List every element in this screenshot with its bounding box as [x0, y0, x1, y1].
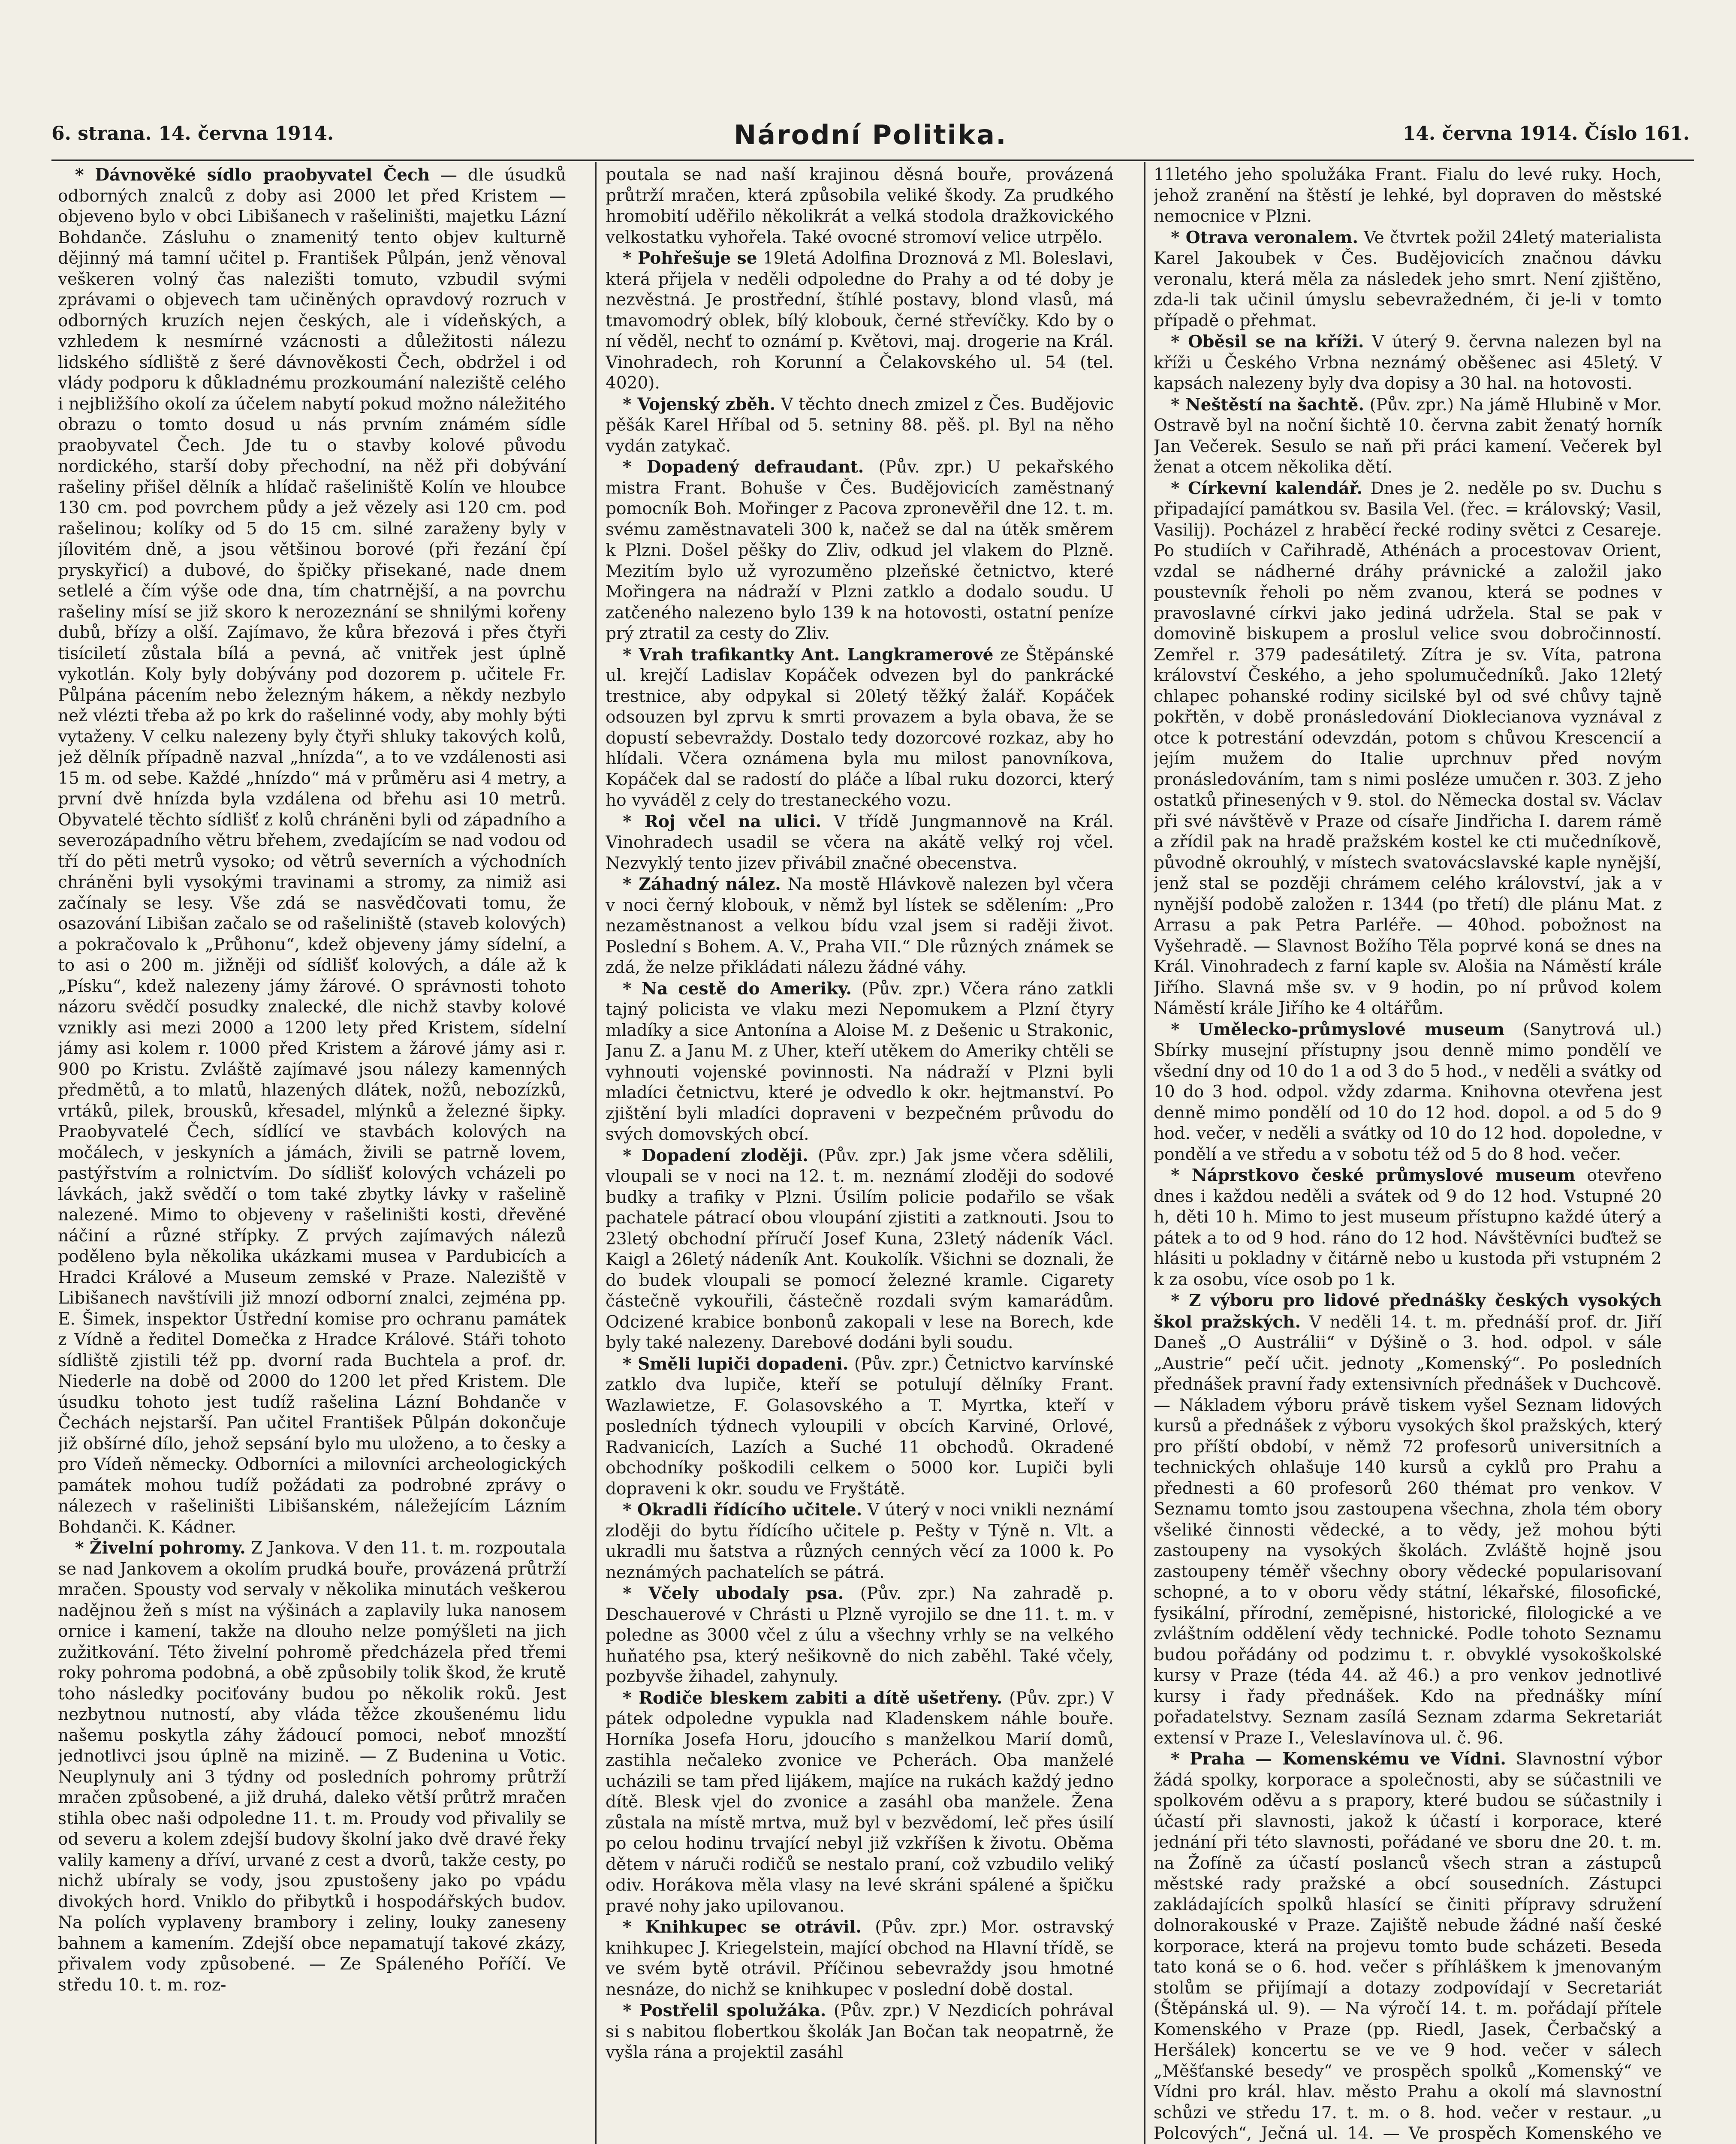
news-item-heading: * Pohřešuje se: [623, 248, 757, 268]
news-item: [606, 457, 1114, 644]
news-item: [1154, 1290, 1662, 1749]
news-item: [606, 1354, 1114, 1500]
header-rule: [51, 160, 1694, 161]
news-item-text: (Pův. zpr.) Na zahradě p. Deschauerové v Chrásti u Plzně vyrojilo se dne 11. t. m. v poledne as 3000 včel z úlu a všechny vrhly se na velkého huňatého psa, který nešikovně do nich zaběhl. Také včely, pozbyvše žihadel, zahynuly.: [606, 1584, 1114, 1686]
news-item: [606, 1688, 1114, 1917]
news-item: [606, 1583, 1114, 1688]
news-item-heading: * Postřelil spolužáka.: [623, 2001, 826, 2021]
news-item-heading: * Záhadný nález.: [623, 874, 781, 894]
news-item-text: (Pův. zpr.) Jak jsme včera sdělili, vloupali se v noci na 12. t. m. neznámí zloději do sodové budky a trafiky v Plzni. Úsilím policie podařilo se však pachatele pátrací obou vloupání zjistiti a zatknouti. Jsou to 23letý obchodní příručí Josef Kuna, 23letý nádeník Václ. Kaigl a 26letý nádeník Ant. Koukolík. Všichni se doznali, že do budek vloupali se pomocí železné kramle. Cigarety částečně vykouřili, částečně rozdali svým kamarádům. Odcizené krabice bonbonů zakopali v lese na Borech, kde byly také nalezeny. Darebové dodáni byli soudu.: [606, 1146, 1114, 1352]
column-divider: [1144, 162, 1145, 2144]
news-item-heading: * Rodiče bleskem zabiti a dítě ušetřeny.: [623, 1688, 1003, 1708]
news-item: [606, 165, 1114, 248]
news-item: [1154, 1749, 1662, 2144]
column-1: [58, 165, 566, 2144]
news-item-heading: * Náprstkovo české průmyslové museum: [1171, 1165, 1576, 1185]
news-item-text: V úterý 9. června nalezen byl na kříži u Českého Vrbna neznámý oběšenec asi 45letý. V kapsách nalezeny byly dva dopisy a 30 hal. na hotovosti.: [1154, 332, 1662, 393]
news-item-text: otevřeno dnes i každou neděli a svátek od 9 do 12 hod. Vstupné 20 h, děti 10 h. Mimo to jest museum přístupno každé úterý a pátek a to od 9 hod. ráno do 12 hod. Návštěvníci buďtež se hlásiti u pokladny v čitárně nebo u kustoda při vstupném 2 k za osobu, více osob po 1 k.: [1154, 1166, 1662, 1289]
news-item-heading: * Oběsil se na kříži.: [1171, 332, 1364, 352]
news-item: [606, 644, 1114, 811]
news-item-heading: * Dopadený defraudant.: [623, 457, 864, 477]
news-item-heading: * Praha — Komenskému ve Vídni.: [1171, 1749, 1506, 1769]
news-item: [1154, 227, 1662, 332]
news-item-heading: * Okradli řídícího učitele.: [623, 1500, 862, 1520]
news-item: [1154, 165, 1662, 227]
news-item: [606, 979, 1114, 1145]
news-item-heading: * Neštěstí na šachtě.: [1171, 394, 1365, 415]
news-item: [58, 1538, 566, 1996]
news-item-text: (Pův. zpr.) V Nezdicích pohrával si s nabitou flobertkou školák Jan Bočan tak neopatrně, že vyšla rána a projektil zasáhl: [606, 2001, 1114, 2062]
news-item: [606, 1145, 1114, 1354]
news-item-heading: * Živelní pohromy.: [75, 1538, 246, 1558]
news-item-text: V těchto dnech zmizel z Čes. Budějovic pěšák Karel Hříbal od 5. setniny 88. pěš. pl. Byl na něho vydán zatykač.: [606, 394, 1114, 456]
news-item-text: 11letého jeho spolužáka Frant. Fialu do levé ruky. Hoch, jehož zranění na štěstí je lehké, byl dopraven do městské nemocnice v Plzni.: [1154, 165, 1662, 226]
news-item-heading: * Dopadení zloději.: [623, 1145, 808, 1165]
news-item-text: (Pův. zpr.) Včera ráno zatkli tajný policista ve vlaku mezi Nepomukem a Plzní čtyry mladíky a sice Antonína a Aloise M. z Dešenic u Strakonic, Janu Z. a Janu M. z Uher, kteří utěkem do Ameriky chtěli se vyhnouti vojenské povinnosti. Na nádraží v Plzni byli mladíci četnictvu, které je odvedlo k okr. hejtmanství. Po zjištění byli mladíci dopraveni v bezpečném průvodu do svých domovských obcí.: [606, 979, 1114, 1144]
news-item-text: (Pův. zpr.) Četnictvo karvínské zatklo dva lupiče, kteří se potulují dělníky Frant. Wazlawietze, F. Golasovského a T. Myrtka, kteří v posledních týdnech vyloupili v obcích Karviné, Orlové, Radvanicích, Lazích a Suché 11 obchodů. Okradené obchodníky poškodili celkem o 5000 kor. Lupiči byli dopraveni k okr. soudu ve Fryštátě.: [606, 1354, 1114, 1499]
news-item-text: (Pův. zpr.) V pátek odpoledne vypukla nad Kladenskem náhle bouře. Horníka Josefa Horu, jdoucího s manželkou Marií domů, zastihla nečaleko zvonice ve Pcherách. Oba manželé ucházili se tam před lijákem, majíce na rukách každý jedno dítě. Blesk vjel do zvonice a zasáhl oba manžele. Žena zůstala na místě mrtva, muž byl v bezvědomí, leč přes úsilí po celou hodinu trvající nebyl již vzkříšen k životu. Oběma dětem v náruči rodičů se nestalo praní, což vzbudilo veliký odiv. Horákova měla vlasy na levé skráni spálené a špičku pravé nohy jako upilovanou.: [606, 1688, 1114, 1916]
news-item: [1154, 394, 1662, 478]
news-item-heading: * Vojenský zběh.: [623, 394, 776, 414]
issue-number: 14. června 1914. Číslo 161.: [1402, 123, 1690, 145]
news-item-heading: * Vrah trafikantky Ant. Langkramerové: [623, 644, 994, 665]
news-item-text: V neděli 14. t. m. přednáší prof. dr. Jiří Daneš „O Austrálii“ v Dýšině o 3. hod. odpol. v sále „Austrie“ pečí učit. jednoty „Komenský“. Po posledních přednášek pravní řady extensivních přednášek v Duchcově. — Nákladem výboru právě tiskem vyšel Seznam lidových kursů a přednášek z výboru vysokých škol pražských, který pro příští období, v němž 72 profesorů universitních a technických ohlašuje 140 kursů a cyklů pro Prahu a přednesti a 60 profesorů 260 thémat pro venkov. V Seznamu tomto jsou zastoupena všechna, zhola tém obory všeliké činnosti vědecké, a to vědy, jež mohou býti zastoupeny na vysokých školách. Zvláště hojně jsou zastoupeny téměř všechny obory vědecké popularisovaní schopné, a to v oboru vědy státní, lékařské, filosofické, fysikální, přírodní, zeměpisné, historické, filologické a ve zvláštním oddělení vědy technické. Podle tohoto Seznamu budou pořádány od podzimu t. r. obvyklé vysokoškolské kursy v Praze (téda 44. až 46.) a pro venkov jednotlivé kursy i řady přednášek. Kdo na přednášky míní pořadatelstvy. Seznam zasílá Seznam zdarma Sekretariát extensí v Praze I., Veleslavínova ul. č. 96.: [1154, 1312, 1662, 1748]
news-item-heading: * Dávnověké sídlo praobyvatel Čech: [75, 165, 430, 185]
news-item: [1154, 1165, 1662, 1290]
news-item: [1154, 1019, 1662, 1165]
column-2: [606, 165, 1114, 2144]
news-item: [1154, 331, 1662, 394]
news-item: [606, 1917, 1114, 2000]
column-divider: [595, 162, 597, 2144]
news-item-text: V třídě Jungmannově na Král. Vinohradech usadil se včera na akátě velký roj včel. Nezvyklý tento jizev přivábil značné obecenstva.: [606, 812, 1114, 873]
news-item-text: (Pův. zpr.) Na jámě Hlubině v Mor. Ostravě byl na noční šichtě 10. června zabit ženatý horník Jan Večerek. Sesulo se naň při práci kamení. Večerek byl ženat a otcem několika dětí.: [1154, 395, 1662, 477]
news-item-heading: * Včely ubodaly psa.: [623, 1584, 844, 1603]
page-date: 6. strana. 14. června 1914.: [51, 123, 334, 145]
news-item-heading: * Otrava veronalem.: [1171, 227, 1358, 247]
news-item-text: poutala se nad naší krajinou děsná bouře, provázená průtrží mračen, která způsobila veliké škody. Za prudkého hromobití uděřilo několikrát a velká stodola dražkovického velkostatku vyhořela. Také ovocné stromoví velice utrpělo.: [606, 165, 1114, 247]
news-item: [606, 248, 1114, 394]
column-3: [1154, 165, 1662, 2144]
news-item: [606, 2000, 1114, 2063]
news-item-text: Ve čtvrtek požil 24letý materialista Karel Jakoubek v Čes. Budějovicích značnou dávku veronalu, která měla za následek jeho smrt. Není zjištěno, zda-li tak učinil úmyslu sebevražedném, či je-li v tomto případě o přehmat.: [1154, 228, 1662, 331]
news-item-text: ze Štěpánské ul. krejčí Ladislav Kopáček odvezen byl do pankrácké trestnice, aby odpykal si 20letý těžký žalář. Kopáček odsouzen byl zprvu k smrti provazem a byla obava, že se dopustí sebevraždy. Dostalo tedy dozorcové rozkaz, aby ho hlídali. Včera oznámena byla mu milost panovníkova, Kopáček dal se radostí do pláče a líbal ruku dozorci, který ho vyváděl z cely do trestaneckého vozu.: [606, 645, 1114, 810]
news-item-text: (Sanytrová ul.) Sbírky musejní přístupny jsou denně mimo pondělí ve všední dny od 10 do 1 a od 3 do 5 hod., v neděli a svátky od 10 do 3 hod. odpol. vždy zdarma. Knihovna otevřena jest denně mimo pondělí od 10 do 12 hod. dopol. a od 5 do 9 hod. večer, v neděli a svátky od 10 do 12 hod. dopoledne, v pondělí a ve středu a v sobotu též od 5 do 8 hod. večer.: [1154, 1020, 1662, 1164]
news-item-text: Slavnostní výbor žádá spolky, korporace a společnosti, aby se súčastnili ve spolkovém oděvu a s prapory, které budou se súčastnily i účastí při slavnosti, jakož k účastí i korporace, které jednání při této slavnosti, pořádané ve sboru dne 20. t. m. na Žofíně za účastí poslanců všech stran a zástupců městské rady pražské a obcí sousedních. Zástupci zakládajících spolků hlasící se činiti přípravy sdružení dolnorakouské v Praze. Zajiště nebude žádné naší české korporace, která na projevu tomto bude scházeti. Beseda tato koná se o 6. hod. večer s příhláškem k jmenovaným stolům se přijímají a dotazy zodpovídají v Secretariát (Štěpánská ul. 9). — Na výročí 14. t. m. pořádají přítele Komenského v Praze (pp. Riedl, Jasek, Čerbačský a Heršálek) koncertu se ve ve 9 hod. večer v sálech „Měšťanské besedy“ ve prospěch spolků „Komenský“ ve Vídni pro král. hlav. město Prahu a okolí má slavnostní schůzi ve středu 17. t. m. o 8. hod. večer v restaur. „u Polcových“, Ječná ul. 14. — Ve prospěch Komenského ve: [1154, 1750, 1662, 2143]
news-item-heading: * Umělecko-průmyslové museum: [1171, 1019, 1505, 1039]
news-item-heading: * Církevní kalendář.: [1171, 478, 1363, 498]
news-item-heading: * Knihkupec se otrávil.: [623, 1917, 862, 1937]
news-item: [58, 165, 566, 1538]
news-item-text: Na mostě Hlávkově nalezen byl včera v noci černý klobouk, v němž byl lístek se sdělením: „Pro nezaměstnanost a velkou bídu vzal jsem si raději život. Poslední s Bohem. A. V., Praha VII.“ Dle různých známek se zdá, že nelze přikládati nálezu žádné váhy.: [606, 875, 1114, 977]
news-item-text: Z Jankova. V den 11. t. m. rozpoutala se nad Jankovem a okolím prudká bouře, provázená průtrží mračen. Spousty vod servaly v několika minutách veškerou nadějnou žeň s míst na výšinách a zaplavily luka nanosem ornice i kamení, takže na dlouho nelze pomýšleti na jich zužitkování. Této živelní pohromě předcházela před třemi roky pohroma podobná, a obě způsobily tolik škod, že krutě toho následky pociťovány budou po několik roků. Jest nezbytnou nutností, aby vláda těžce zkoušenému lidu našemu poskytla záhy žádoucí pomoci, neboť mnozští jednotlivci jsou úplně na mizině. — Z Budenina u Votic. Neuplynuly ani 3 týdny od posledních pohromy průtrží mračen způsobené, a již druhá, daleko větší průtrž mračen stihla obec naši odpoledne 11. t. m. Proudy vod přivalily se od severu a kolem zdejší budovy školní jako dvě dravé řeky valily kameny a dříví, urvané z cest a dvorů, takže cesty, po nichž ubíraly se vody, jsou zpustošeny jako po vpádu divokých hord. Vniklo do přibytků i hospodářských budov. Na polích vyplaveny brambory i zeliny, louky zaneseny bahnem a kamením. Zdejší obce nepamatují takové zkázy, přivalem vody způsobené. — Ze Spáleného Poříčí. Ve středu 10. t. m. roz-: [58, 1539, 566, 1995]
news-item-heading: * Směli lupiči dopadeni.: [623, 1354, 849, 1374]
news-item-text: Dnes je 2. neděle po sv. Duchu s připadající památkou sv. Basila Vel. (řec. = královský; Vasil, Vasilij). Pocházel z hraběcí řecké rodiny světci z Cesareje. Po studiích v Cařihradě, Athénách a procestovav Orient, vzdal se nádherné dráhy právnické a založil jako poustevník řeholi po něm zvanou, která se podnes v pravoslavné církvi jako jediná udržela. Stal se pak v domovině biskupem a proslul velice svou dobročinností. Zemřel r. 379 padesátiletý. Zítra je sv. Víta, patrona království Českého, a jeho spolumučedníků. Jako 12letý chlapec pohanské rodiny sicilské byl od své chůvy tajně pokřtěn, v době pronásledování Dioklecianova vyznával z otce k potrestání odevzdán, potom s chůvou Krescencií a jejím mužem do Italie uprchnuv před novým pronásledováním, tam s nimi posléze umučen r. 303. Z jeho ostatků přinesených v 9. stol. do Německa dostal sv. Václav při své návštěvě v Praze od císaře Jindřicha I. darem rámě a zřídil pak na hradě pražském kostel ke cti mučedníkově, původně okrouhlý, v místech svatovácslavské kaple nynější, jenž stal se později chrámem celého království, jak a v nynější podobě založen r. 1344 (po třetí) dle plánu Mat. z Arrasu a pak Petra Parléře. — 40hod. pobožnost na Vyšehradě. — Slavnost Božího Těla poprvé koná se dnes na Král. Vinohradech z farní kaple sv. Alošia na Náměstí krále Jiřího. Slavná mše sv. v 9 hodin, po ní průvod kolem Náměstí krále Jiřího ke 4 oltářům.: [1154, 479, 1662, 1018]
news-item-heading: * Na cestě do Ameriky.: [623, 979, 852, 999]
news-item-text: 19letá Adolfina Droznová z Ml. Boleslavi, která přijela v neděli odpoledne do Prahy a od té doby je nezvěstná. Je prostřední, štíhlé postavy, blond vlasů, má tmavomodrý oblek, bílý klobouk, černé střevíčky. Kdo by o ní věděl, nechť to oznámí p. Květovi, maj. drogerie na Král. Vinohradech, roh Korunní a Čelakovského ul. 54 (tel. 4020).: [606, 249, 1114, 393]
news-item: [606, 874, 1114, 979]
news-item-heading: * Roj včel na ulici.: [623, 811, 822, 831]
masthead: [47, 119, 1694, 158]
news-item-text: — dle úsudků odborných znalců z doby asi 2000 let před Kristem — objeveno bylo v obci Libišanech v rašeliništi, majetku Lázní Bohdanče. Zásluhu o znamenitý tento objev kulturně dějinný má tamní učitel p. František Půlpán, jenž věnoval veškeren volný čas nalezišti tomuto, vzbudil svými zprávami o objevech tam učiněných opravdový rozruch v odborných kruzích nejen českých, ale i vídeňských, a vzhledem k nesmírné vzácnosti a důležitosti nálezu lidského sídliště z šeré dávnověkosti Čech, obdržel i od vlády podporu k důkladnému prozkoumání naleziště celého i nejbližšího okolí za účelem nabytí pokud možno náležitého obrazu o tomto dosud u nás prvním známém sídle praobyvatel Čech. Jde tu o stavby kolové původu nordického, starší doby přechodní, na něž při dobývání rašeliny přišel dělník a hlídač rašeliniště Kolín ve hloubce 130 cm. pod povrchem půdy a jež vězely asi 120 cm. pod rašelinou; kolíky od 5 do 15 cm. silné zaraženy byly v jílovitém dně, a jsou většinou borové (při řezání čpí pryskyřicí) a dubové, do špičky přisekané, nade dnem setlelé a čím výše ode dna, tím chatrnější, a na povrchu rašeliny mísí se již skoro k nerozeznání se shnilými kořeny dubů, břízy a olší. Zajímavo, že kůra březová i přes čtyři tisíciletí zůstala bílá a pevná, ač vnitřek jest úplně vykotlán. Koly byly dobývány pod dozorem p. učitele Fr. Půlpána pácením nebo železným hákem, a někdy nezbylo než vlézti třeba až po krk do rašelinné vody, aby mohly býti vytaženy. V celku nalezeny byly čtyři shluky takových kolů, jež dělník případně nazval „hnízda“, a to ve vzdálenosti asi 15 m. od sebe. Každé „hnízdo“ má v průměru asi 4 metry, a první dvě hnízda byla vzdálena od břehu asi 10 metrů. Obyvatelé těchto sídlišť z kolů chráněni byli od západního a severozápadního větru břehem, zvedajícím se nad vodou od tří do pěti metrů vysoko; od větrů severních a východních chráněni byli vysokými travinami a stromy, za nimiž asi začínaly se lesy. Vše zdá se nasvědčovati tomu, že osazování Libišan začalo se od rašeliniště (staveb kolových) a pokračovalo k „Průhonu“, kdež objeveny jámy sídelní, a to asi o 200 m. jižněji od sídlišť kolových, a dále až k „Písku“, kdež nalezeny jámy žárové. O správnosti tohoto názoru svědčí posudky znalecké, dle nichž stavby kolové vznikly asi mezi 2000 a 1200 lety před Kristem, sídelní jámy asi kolem r. 1000 před Kristem a žárové jámy asi r. 900 po Kristu. Zvláště zajímavé jsou nálezy kamenných předmětů, a to mlatů, hlazených dlátek, nožů, nebozízků, vrtáků, pilek, brousků, křesadel, mlýnků a železné šipky. Praobyvatelé Čech, sídlící ve stavbách kolových na močálech, v jeskyních a jámách, živili se patrně lovem, pastýřstvím a rolnictvím. Do sídlišť kolových vcházeli po lávkách, jakž svědčí o tom také zbytky lávky v rašelině nalezené. Mimo to objeveny v rašeliništi kosti, dřevěné náčiní a různé střípky. Z prvých zajímavých nálezů poděleno byla několika ukázkami musea v Pardubicích a Hradci Králové a Museum zemské v Praze. Naleziště v Libišanech navštívili již mnozí odborní znalci, zejména pp. E. Šimek, inspektor Ústřední komise pro ochranu památek z Vídně a ředitel Domečka z Hradce Králové. Stáři tohoto sídliště zjistili též pp. dvorní rada Buchtela a prof. dr. Niederle na době od 2000 do 1200 let před Kristem. Dle úsudku tohoto jest tudíž rašelina Lázní Bohdanče v Čechách nejstarší. Pan učitel František Půlpán dokončuje již obšírné dílo, jehož sepsání bylo mu uloženo, a to česky a pro Vídeň německy. Odborníci a milovníci archeologických památek mohou tudíž požádati za podrobné zprávy o nálezech v rašeliništi Libišanském, náležejícím Lázním Bohdanči. K. Kádner.: [58, 166, 566, 1537]
newspaper-title: Národní Politika.: [734, 119, 1007, 151]
news-item-heading: * Z výboru pro lidové přednášky českých vysokých škol pražských.: [1154, 1291, 1662, 1332]
news-item: [1154, 478, 1662, 1019]
news-item-text: V úterý v noci vnikli neznámí zloději do bytu řídícího učitele p. Pešty v Týně n. Vlt. a ukradli mu šatstva a různých cenných věcí za 1000 k. Po neznámých pachatelích se pátrá.: [606, 1500, 1114, 1582]
news-item: [606, 811, 1114, 874]
news-item: [606, 394, 1114, 457]
news-item: [606, 1500, 1114, 1583]
news-item-text: (Pův. zpr.) U pekařského mistra Frant. Bohuše v Čes. Budějovicích zaměstnaný pomocník Boh. Mořinger z Pacova zpronevěřil dne 12. t. m. svému zaměstnavateli 300 k, načež se dal na útěk směrem k Plzni. Došel pěšky do Zliv, odkud jel vlakem do Plzně. Mezitím bylo už vyrozuměno plzeňské četnictvo, které Mořingera na nádraží v Plzni zatklo a dodalo soudu. U zatčeného nalezeno bylo 139 k na hotovosti, ostatní peníze prý ztratil za cesty do Zliv.: [606, 458, 1114, 643]
news-item-text: (Pův. zpr.) Mor. ostravský knihkupec J. Kriegelstein, mající obchod na Hlavní třídě, se ve svém bytě otrávil. Příčinou sebevraždy jsou hmotné nesnáze, do nichž se knihkupec v poslední době dostal.: [606, 1918, 1114, 1999]
